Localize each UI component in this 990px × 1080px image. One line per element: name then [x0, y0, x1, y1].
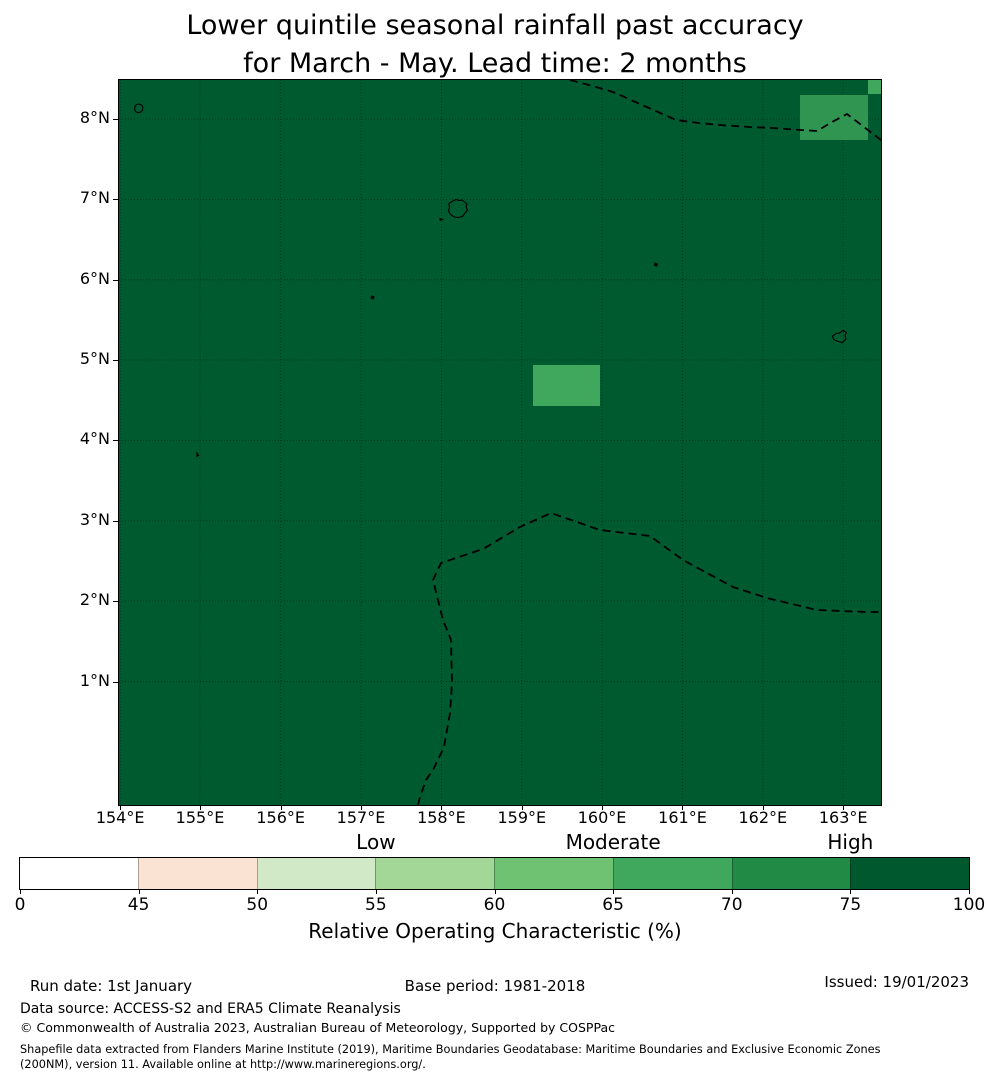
y-axis-tick-label: 7°N	[79, 188, 110, 208]
colorbar-tickmark	[139, 890, 140, 894]
colorbar-tick-label: 60	[483, 895, 506, 915]
colorbar-category-moderate: Moderate	[565, 830, 661, 854]
colorbar-segment	[375, 858, 494, 889]
y-axis-tickmark	[113, 360, 118, 361]
colorbar-tickmark	[850, 890, 851, 894]
colorbar-segment	[138, 858, 257, 889]
colorbar-category-low: Low	[356, 830, 396, 854]
shapefile-attribution-line-2: (200NM), version 11. Available online at http://www.marineregions.org/.	[20, 1058, 426, 1071]
colorbar-segment	[494, 858, 613, 889]
colorbar-tickmark	[257, 890, 258, 894]
colorbar-tick-label: 65	[602, 895, 624, 915]
y-axis-tick-label: 2°N	[79, 589, 110, 609]
colorbar-tick-label: 45	[127, 895, 150, 915]
island-outline	[655, 263, 658, 266]
island-outline	[440, 219, 443, 221]
colorbar-segment	[613, 858, 732, 889]
colorbar-category-high: High	[827, 830, 874, 854]
x-axis-tick-label: 157°E	[336, 808, 386, 827]
x-axis-tick-label: 161°E	[658, 808, 707, 827]
roc-class-cell	[868, 80, 881, 94]
y-axis-tickmark	[113, 440, 118, 441]
roc-colorbar	[19, 857, 970, 890]
x-axis-tick-label: 155°E	[175, 808, 225, 827]
colorbar-axis-label: Relative Operating Characteristic (%)	[308, 919, 682, 943]
colorbar-segment	[850, 858, 969, 889]
shapefile-attribution-line-1: Shapefile data extracted from Flanders Marine Institute (2019), Maritime Boundaries Geodatabase: Maritime Boundaries and Exclusive Economic Zones	[20, 1043, 881, 1056]
colorbar-tick-label: 55	[365, 895, 387, 915]
colorbar-tick-label: 75	[839, 895, 862, 915]
roc-class-cell	[800, 95, 868, 140]
x-axis-tick-label: 160°E	[577, 808, 627, 827]
colorbar-segment	[257, 858, 376, 889]
roc-class-cell	[533, 365, 600, 406]
colorbar-tickmark	[376, 890, 377, 894]
colorbar-tick-label: 100	[952, 895, 986, 915]
map-background	[119, 80, 881, 805]
y-axis-tick-label: 3°N	[79, 509, 110, 529]
colorbar-tickmark	[20, 890, 21, 894]
y-axis-tickmark	[113, 199, 118, 200]
chart-title-line-1: Lower quintile seasonal rainfall past accuracy	[186, 10, 804, 41]
x-axis-tick-label: 156°E	[256, 808, 306, 827]
copyright-text: © Commonwealth of Australia 2023, Australian Bureau of Meteorology, Supported by COSPPac	[20, 1020, 615, 1035]
x-axis-tick-label: 154°E	[95, 808, 145, 827]
y-axis-tick-label: 6°N	[79, 268, 110, 288]
y-axis-tick-label: 1°N	[79, 670, 110, 690]
colorbar-segment	[20, 858, 138, 889]
y-axis-tickmark	[113, 682, 118, 683]
x-axis-tick-label: 159°E	[497, 808, 547, 827]
y-axis-tickmark	[113, 601, 118, 602]
data-source-text: Data source: ACCESS-S2 and ERA5 Climate Reanalysis	[20, 1001, 401, 1017]
colorbar-tickmark	[732, 890, 733, 894]
island-outline	[371, 296, 374, 299]
base-period-text: Base period: 1981-2018	[404, 977, 586, 995]
colorbar-segment	[732, 858, 851, 889]
y-axis-tick-label: 4°N	[79, 429, 110, 449]
colorbar-tickmark	[969, 890, 970, 894]
y-axis-tickmark	[113, 521, 118, 522]
x-axis-tick-label: 158°E	[417, 808, 466, 827]
map-plot-area	[118, 79, 882, 806]
colorbar-tickmark	[613, 890, 614, 894]
y-axis-tick-label: 5°N	[79, 348, 110, 368]
colorbar-tick-label: 50	[246, 895, 269, 915]
colorbar-tick-label: 0	[14, 895, 26, 915]
y-axis-tick-label: 8°N	[79, 108, 110, 127]
colorbar-tickmark	[495, 890, 496, 894]
issued-date-text: Issued: 19/01/2023	[824, 973, 969, 991]
rainfall-accuracy-map	[119, 80, 881, 805]
colorbar-tick-label: 70	[720, 895, 743, 915]
y-axis-tickmark	[113, 119, 118, 120]
x-axis-tick-label: 162°E	[738, 808, 788, 827]
chart-title-line-2: for March - May. Lead time: 2 months	[243, 48, 747, 79]
y-axis-tickmark	[113, 280, 118, 281]
x-axis-tick-label: 163°E	[818, 808, 868, 827]
run-date-text: Run date: 1st January	[30, 977, 193, 995]
